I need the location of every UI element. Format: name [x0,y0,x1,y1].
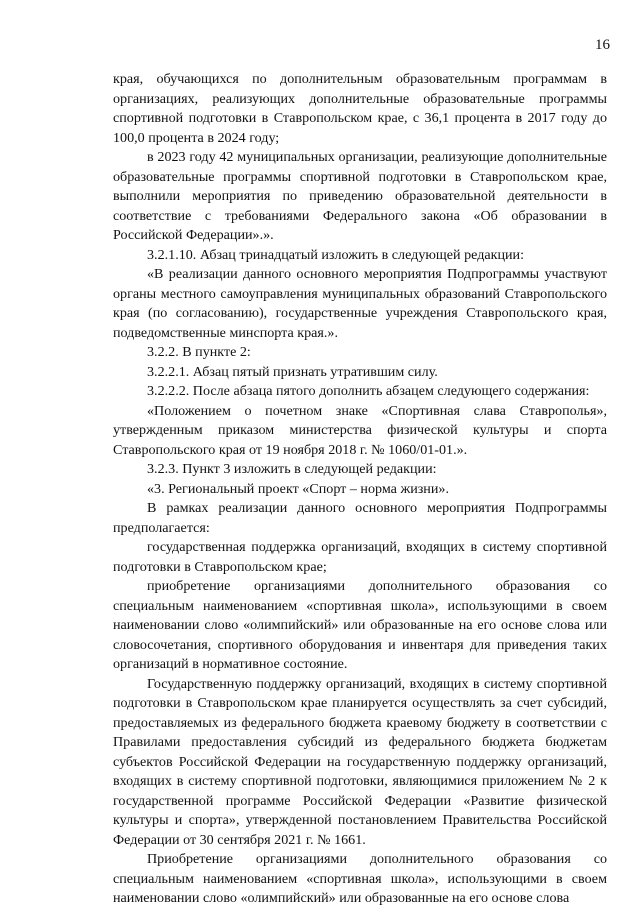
paragraph: «В реализации данного основного мероприятия Подпрограммы участвуют органы местного самоуправления муниципальных образований Ставропольского края (по согласованию), государственные учреждения Ставропольского края, подведомственные минспорта края.». [113,266,607,341]
paragraph: Государственную поддержку организаций, входящих в систему спортивной подготовки в Ставропольском крае планируется осуществлять за счет субсидий, предоставляемых из федерального бюджета краевому бюджету в соответствии с Правилами предоставления субсидий из федерального бюджета бюджетам субъектов Российской Федерации на государственную поддержку организаций, входящих в систему спортивной подготовки, являющимися приложением № 2 к государственной программе Российской Федерации «Развитие физической культуры и спорта», утвержденной постановлением Правительства Российской Федерации от 30 сентября 2021 г. № 1661. [113,675,607,848]
document-body [113,70,607,909]
paragraph: 3.2.3. Пункт 3 изложить в следующей редакции: [147,461,437,477]
paragraph: 3.2.2. В пункте 2: [147,344,251,360]
paragraph: 3.2.2.2. После абзаца пятого дополнить абзацем следующего содержания: [147,383,590,399]
paragraph: в 2023 году 42 муниципальных организации, реализующие дополнительные образовательные программы спортивной подготовки в Ставропольском крае, выполнили мероприятия по приведению образовательной деятельности в соответствие с требованиями Федерального закона «Об образовании в Российской Федерации».». [113,149,607,243]
paragraph: приобретение организациями дополнительного образования со специальным наименованием «спортивная школа», использующими в своем наименовании слово «олимпийский» или образованные на его основе слова или словосочетания, спортивного оборудования и инвентаря для приведения таких организаций в нормативное состояние. [113,578,607,672]
page-number: 16 [595,37,610,53]
paragraph: 3.2.2.1. Абзац пятый признать утратившим силу. [147,363,438,380]
paragraph: государственная поддержка организаций, входящих в систему спортивной подготовки в Ставропольском крае; [113,539,607,575]
paragraph: края, обучающихся по дополнительным образовательным программам в организациях, реализующих дополнительные образовательные программы спортивной подготовки в Ставропольском крае, с 36,1 процента в 2017 году до 100,0 процента в 2024 году; [113,71,607,146]
paragraph: 3.2.1.10. Абзац тринадцатый изложить в следующей редакции: [147,246,525,263]
paragraph: «3. Региональный проект «Спорт – норма жизни». [147,480,449,497]
paragraph: В рамках реализации данного основного мероприятия Подпрограммы предполагается: [113,500,607,536]
paragraph: Приобретение организациями дополнительного образования со специальным наименованием «спортивная школа», использующими в своем наименовании слово «олимпийский» или образованные на его основе слова [113,851,607,906]
paragraph: «Положением о почетном знаке «Спортивная слава Ставрополья», утвержденным приказом министерства физической культуры и спорта Ставропольского края от 19 ноября 2018 г. № 1060/01-01.». [113,402,607,458]
